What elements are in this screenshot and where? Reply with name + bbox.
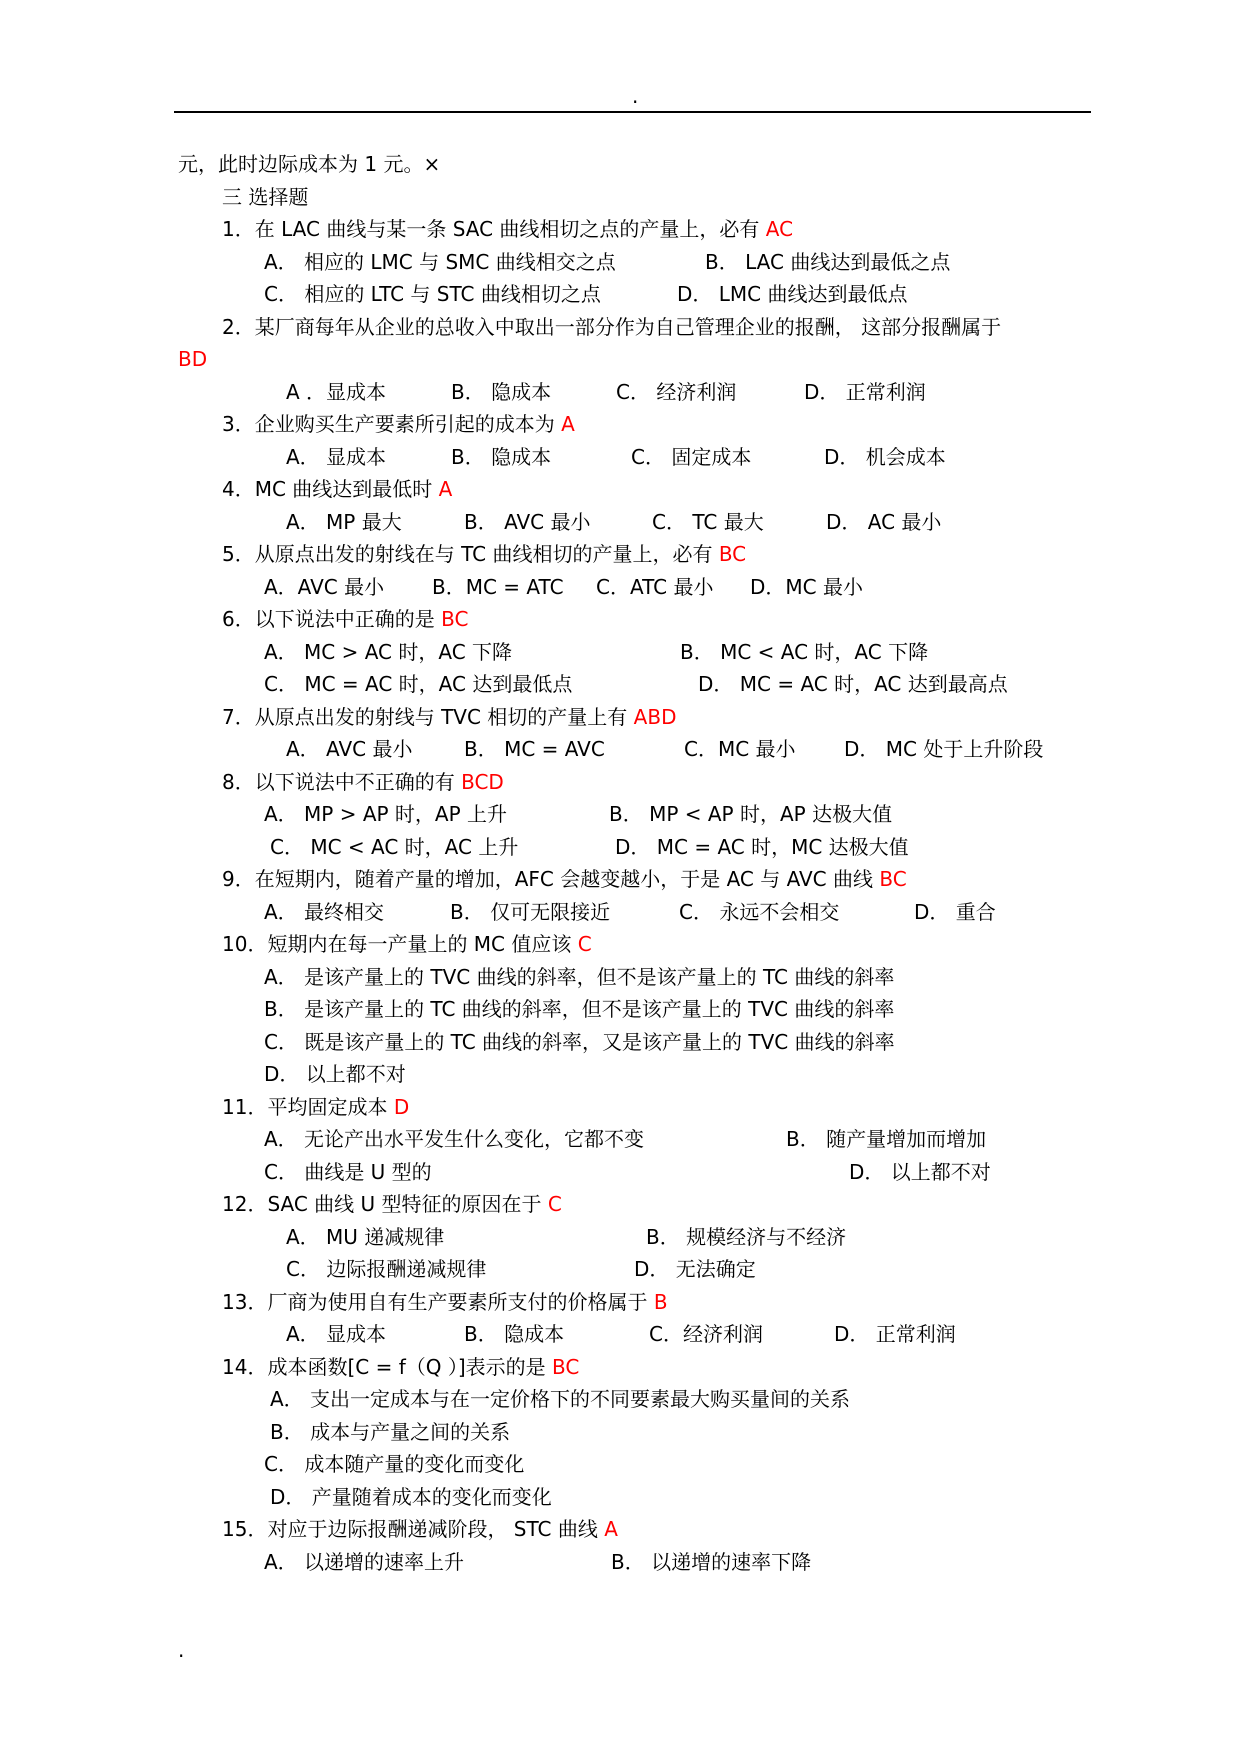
text-segment: A． 支出一定成本与在一定价格下的不同要素最大购买量间的关系 (270, 1387, 851, 1411)
text-segment: A ．显成本 (286, 379, 387, 404)
text-segment: 3．企业购买生产要素所引起的成本为 A (222, 412, 575, 436)
text-segment: A． 以递增的速率上升 (264, 1549, 465, 1574)
text-line (178, 246, 1090, 279)
text-line (178, 1286, 1090, 1319)
text-segment: B． 是该产量上的 TC 曲线的斜率，但不是该产量上的 TVC 曲线的斜率 (264, 997, 895, 1021)
text-segment: D． MC = AC 时，MC 达极大值 (615, 834, 909, 859)
text-segment: C． 固定成本 (631, 444, 752, 469)
text-segment: B． 随产量增加而增加 (786, 1127, 987, 1151)
answer-key: BCD (461, 769, 504, 794)
text-segment: C． MC < AC 时，AC 上升 (270, 834, 519, 859)
text-segment: C． 边际报酬递减规律 (286, 1257, 487, 1281)
text-segment: 三 选择题 (222, 184, 309, 209)
answer-key: A (604, 1517, 618, 1541)
text-segment: A． MC > AC 时，AC 下降 (264, 639, 513, 664)
text-line (178, 441, 1090, 474)
text-line (178, 668, 1090, 701)
answer-key: BC (879, 867, 907, 891)
text-segment: C． 相应的 LTC 与 STC 曲线相切之点 (264, 282, 601, 306)
answer-key: ABD (633, 704, 677, 729)
text-line (178, 1383, 1090, 1416)
text-line (178, 863, 1090, 896)
text-line (178, 798, 1090, 831)
text-line (178, 376, 1090, 409)
answer-key: AC (765, 217, 794, 241)
text-segment: C．MC 最小 (684, 737, 796, 761)
text-line (178, 1221, 1090, 1254)
text-line (178, 831, 1090, 864)
text-segment: A． 显成本 (286, 444, 387, 469)
text-line (178, 1351, 1090, 1384)
text-segment: A． 最终相交 (264, 899, 385, 924)
answer-key: D (393, 1094, 410, 1119)
answer-key: C (547, 1192, 562, 1216)
text-line (178, 1058, 1090, 1091)
text-line (178, 473, 1090, 506)
text-line (178, 961, 1090, 994)
text-segment: A． MU 递减规律 (286, 1224, 445, 1249)
text-segment: B． LAC 曲线达到最低之点 (705, 249, 951, 274)
text-segment: D． 以上都不对 (264, 1062, 406, 1086)
text-segment: B．MC = ATC (432, 574, 564, 599)
text-segment: 6．以下说法中正确的是 BC (222, 607, 469, 631)
text-segment: D． LMC 曲线达到最低点 (677, 282, 908, 306)
text-segment: D． 产量随着成本的变化而变化 (270, 1484, 552, 1509)
text-segment: B． 规模经济与不经济 (646, 1224, 847, 1249)
text-line (178, 993, 1090, 1026)
text-segment: C． TC 最大 (652, 509, 764, 534)
text-segment: D． 正常利润 (804, 379, 926, 404)
text-segment: B． MC = AVC (464, 737, 605, 761)
text-segment: 8．以下说法中不正确的有 BCD (222, 769, 504, 794)
text-line (178, 1026, 1090, 1059)
text-line (178, 733, 1090, 766)
text-line (178, 1546, 1090, 1579)
text-segment: D． MC = AC 时，AC 达到最高点 (698, 672, 1008, 696)
text-line (178, 1123, 1090, 1156)
text-line (178, 213, 1090, 246)
answer-key: C (577, 932, 592, 956)
text-line (178, 278, 1090, 311)
text-segment: B． MP < AP 时，AP 达极大值 (609, 802, 893, 826)
text-line (178, 1253, 1090, 1286)
text-segment: C． 成本随产量的变化而变化 (264, 1452, 525, 1476)
text-segment: C． MC = AC 时，AC 达到最低点 (264, 672, 573, 696)
text-segment: D．MC 最小 (750, 574, 863, 599)
answer-key: BC (552, 1354, 580, 1379)
text-segment: A． MP 最大 (286, 509, 402, 534)
text-segment: C．经济利润 (649, 1322, 763, 1346)
text-segment: D． 正常利润 (834, 1322, 956, 1346)
answer-key: BC (441, 607, 469, 631)
text-line (178, 896, 1090, 929)
text-segment: A． 无论产出水平发生什么变化，它都不变 (264, 1127, 645, 1151)
text-line (178, 928, 1090, 961)
answer-key: BD (178, 347, 208, 371)
text-line (178, 766, 1090, 799)
text-segment: B． 仅可无限接近 (450, 899, 611, 924)
text-segment: D． 重合 (914, 899, 996, 924)
text-line (178, 1513, 1090, 1546)
text-segment: C． 永远不会相交 (679, 899, 840, 924)
text-segment: 5．从原点出发的射线在与 TC 曲线相切的产量上，必有 BC (222, 542, 747, 566)
text-segment: D． 机会成本 (824, 444, 946, 469)
text-line (178, 1188, 1090, 1221)
text-segment: C． 曲线是 U 型的 (264, 1159, 432, 1184)
text-segment: 元，此时边际成本为 1 元。× (178, 152, 441, 176)
text-line (178, 311, 1090, 344)
text-segment: D． 以上都不对 (849, 1159, 991, 1184)
text-segment: 2．某厂商每年从企业的总收入中取出一部分作为自己管理企业的报酬， 这部分报酬属于 (222, 314, 1002, 339)
text-segment: B． 隐成本 (451, 379, 552, 404)
header-rule (174, 111, 1091, 113)
answer-key: BC (718, 542, 747, 566)
text-line (178, 408, 1090, 441)
text-segment: 12．SAC 曲线 U 型特征的原因在于 C (222, 1192, 562, 1216)
text-segment: 14．成本函数[C = f（Q ）]表示的是 BC (222, 1354, 580, 1379)
text-segment: B． AVC 最小 (464, 509, 591, 534)
text-segment: C． 经济利润 (616, 379, 737, 404)
text-line (178, 571, 1090, 604)
text-line (178, 1416, 1090, 1449)
text-segment: D． 无法确定 (634, 1257, 756, 1281)
text-segment: A． 相应的 LMC 与 SMC 曲线相交之点 (264, 249, 616, 274)
text-segment: A． 是该产量上的 TVC 曲线的斜率，但不是该产量上的 TC 曲线的斜率 (264, 964, 895, 989)
text-segment: A． 显成本 (286, 1322, 387, 1346)
text-line (178, 506, 1090, 539)
text-line (178, 1156, 1090, 1189)
header-mark: . (632, 84, 639, 108)
text-segment: 7．从原点出发的射线与 TVC 相切的产量上有 ABD (222, 704, 677, 729)
text-line (178, 181, 1090, 214)
text-segment: 11．平均固定成本 D (222, 1094, 410, 1119)
text-segment: C．ATC 最小 (596, 574, 714, 599)
footer-mark: . (178, 1638, 185, 1662)
text-segment: D． AC 最小 (826, 509, 942, 534)
text-segment: 15．对应于边际报酬递减阶段， STC 曲线 A (222, 1517, 618, 1541)
answer-key: A (438, 477, 453, 501)
text-line (178, 538, 1090, 571)
text-line (178, 1448, 1090, 1481)
text-line (178, 701, 1090, 734)
text-segment: A． MP > AP 时，AP 上升 (264, 802, 508, 826)
text-segment: B． 成本与产量之间的关系 (270, 1419, 511, 1444)
text-segment: B． 隐成本 (464, 1322, 565, 1346)
text-segment: B． 隐成本 (451, 444, 552, 469)
text-segment: 13．厂商为使用自有生产要素所支付的价格属于 B (222, 1289, 668, 1314)
text-segment: D． MC 处于上升阶段 (844, 737, 1044, 761)
text-segment: 10．短期内在每一产量上的 MC 值应该 C (222, 932, 592, 956)
text-line (178, 1091, 1090, 1124)
document-body (178, 148, 1090, 1578)
answer-key: B (653, 1289, 668, 1314)
answer-key: A (561, 412, 575, 436)
text-line (178, 343, 1090, 376)
text-line (178, 148, 1090, 181)
text-segment: 1．在 LAC 曲线与某一条 SAC 曲线相切之点的产量上，必有 AC (222, 217, 794, 241)
text-segment: 9．在短期内，随着产量的增加，AFC 会越变越小，于是 AC 与 AVC 曲线 BC (222, 867, 907, 891)
text-segment: 4．MC 曲线达到最低时 A (222, 477, 453, 501)
text-segment: A． AVC 最小 (286, 737, 413, 761)
text-segment: C． 既是该产量上的 TC 曲线的斜率，又是该产量上的 TVC 曲线的斜率 (264, 1029, 895, 1054)
text-line (178, 636, 1090, 669)
text-segment: A．AVC 最小 (264, 574, 385, 599)
text-line (178, 1318, 1090, 1351)
text-segment: B． 以递增的速率下降 (611, 1549, 812, 1574)
text-line (178, 603, 1090, 636)
text-line (178, 1481, 1090, 1514)
text-segment: B． MC < AC 时，AC 下降 (680, 639, 929, 664)
